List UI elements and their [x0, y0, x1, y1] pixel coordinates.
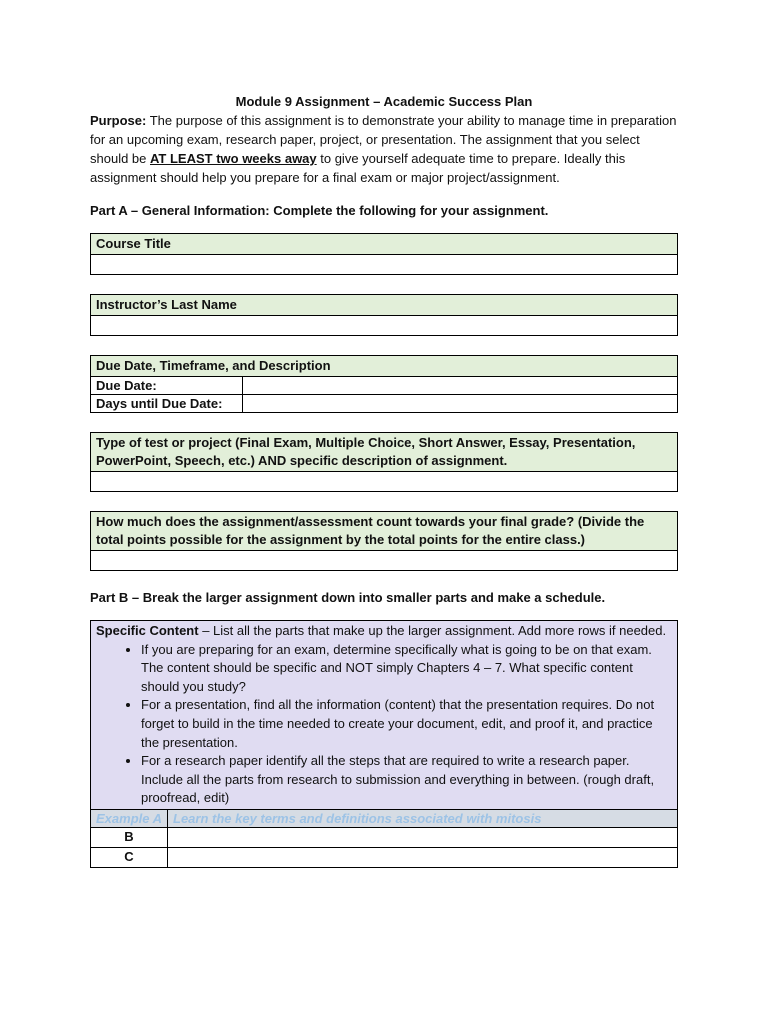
type-table: [90, 432, 678, 492]
course-title-table: [90, 233, 678, 275]
list-item: • For a research paper identify all the steps that are required to write a research paper. Include all the parts from research to submission and everything in between. (rough draft, proofread, edit): [141, 752, 672, 808]
row-text[interactable]: [168, 827, 678, 847]
days-until-label: Days until Due Date:: [91, 395, 243, 413]
list-item: • If you are preparing for an exam, determine specifically what is going to be on that exam. The content should be specific and NOT simply Chapters 4 – 7. What specific content should you study?: [141, 641, 672, 697]
row-text[interactable]: Learn the key terms and definitions associated with mitosis: [168, 809, 678, 827]
table-row: [91, 827, 678, 847]
type-field[interactable]: [91, 472, 678, 492]
table-row: [91, 809, 678, 827]
content-table: [90, 620, 678, 868]
purpose-label: Purpose:: [90, 113, 147, 128]
due-date-label: Due Date:: [91, 377, 243, 395]
specific-content-cell: [91, 621, 678, 810]
course-title-field[interactable]: [91, 255, 678, 275]
grade-field[interactable]: [91, 551, 678, 571]
part-b-heading: Part B – Break the larger assignment down into smaller parts and make a schedule.: [90, 590, 606, 605]
purpose-text-2: to give yourself adequate time to prepare. Ideally this assignment should help you prepare for a final exam or major project/assignment.: [90, 151, 626, 185]
content-bullet-list: [96, 641, 672, 808]
type-header: Type of test or project (Final Exam, Multiple Choice, Short Answer, Essay, Presentation, PowerPoint, Speech, etc.) AND specific description of assignment.: [91, 433, 678, 472]
instructor-field[interactable]: [91, 316, 678, 336]
purpose-paragraph: [90, 111, 678, 187]
grade-header: How much does the assignment/assessment count towards your final grade? (Divide the total points possible for the assignment by the total points for the entire class.): [91, 512, 678, 551]
instructor-label: Instructor’s Last Name: [91, 295, 678, 316]
due-date-table: [90, 355, 678, 413]
list-item: • For a presentation, find all the information (content) that the presentation requires. Do not forget to build in the time needed to create your document, edit, and proof it, and practice the presentation.: [141, 696, 672, 752]
instructor-table: [90, 294, 678, 336]
purpose-text-1: The purpose of this assignment is to demonstrate your ability to manage time in preparation for an upcoming exam, research paper, project, or presentation. The assignment that you select should be: [90, 113, 677, 166]
purpose-emphasis: AT LEAST two weeks away: [150, 151, 317, 166]
table-row: [91, 847, 678, 867]
course-title-label: Course Title: [91, 234, 678, 255]
due-date-header: Due Date, Timeframe, and Description: [91, 356, 678, 377]
row-letter: B: [91, 827, 168, 847]
row-letter: Example A: [91, 809, 168, 827]
grade-table: [90, 511, 678, 571]
specific-content-label: Specific Content: [96, 623, 199, 638]
assignment-content: [90, 94, 678, 868]
part-a-heading: Part A – General Information: Complete the following for your assignment.: [90, 203, 549, 218]
row-text[interactable]: [168, 847, 678, 867]
document-title: Module 9 Assignment – Academic Success Plan: [235, 94, 533, 109]
row-letter: C: [91, 847, 168, 867]
days-until-field[interactable]: [243, 395, 678, 413]
specific-content-intro: – List all the parts that make up the larger assignment. Add more rows if needed.: [198, 623, 667, 638]
due-date-field[interactable]: [243, 377, 678, 395]
